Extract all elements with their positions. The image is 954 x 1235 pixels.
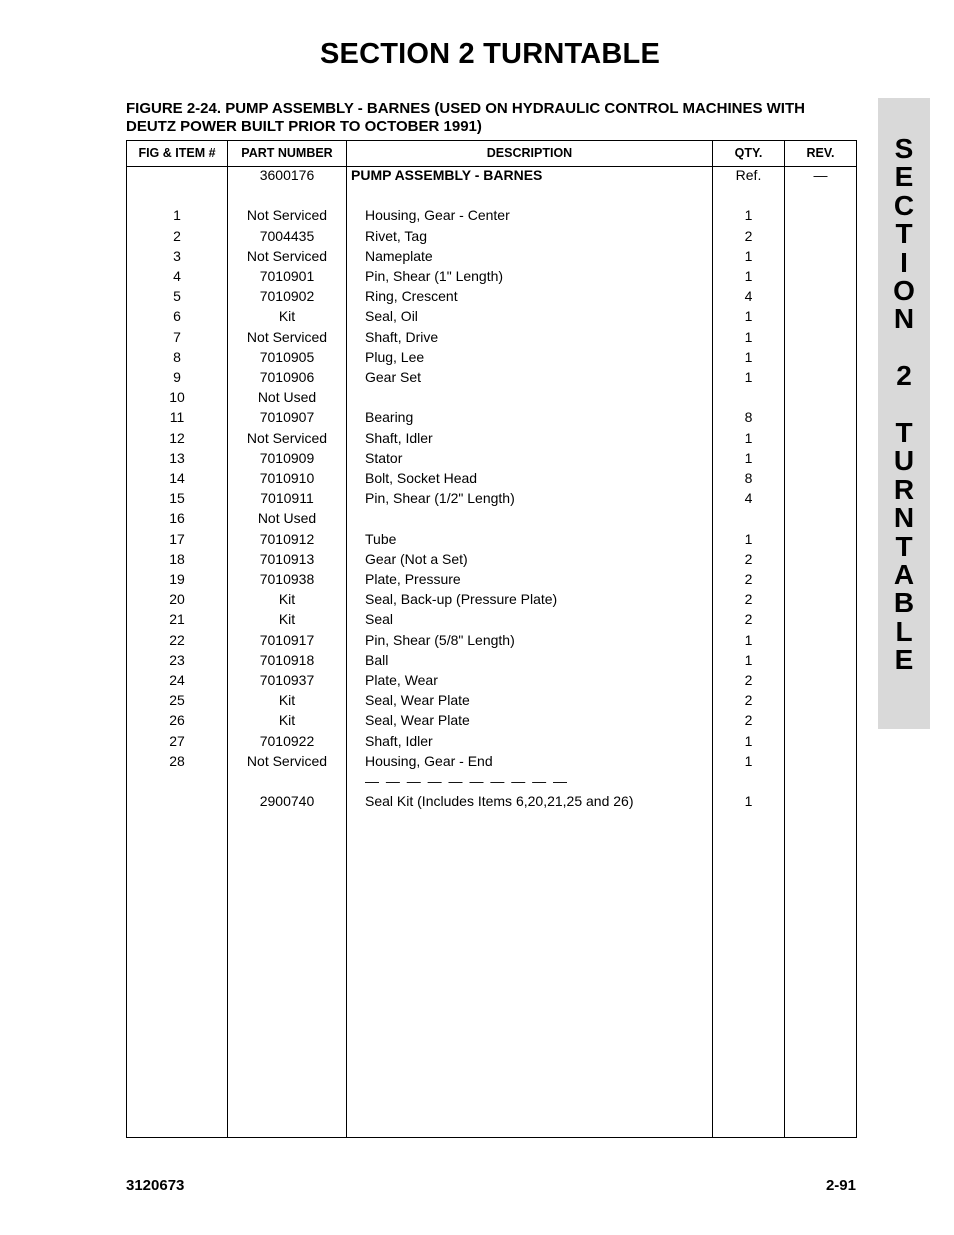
parts-table bbox=[126, 140, 857, 1138]
side-tab-letter: E bbox=[894, 161, 914, 193]
table-row bbox=[127, 630, 856, 650]
cell-qty: 2 bbox=[744, 591, 753, 608]
figure-caption-line-2: DEUTZ POWER BUILT PRIOR TO OCTOBER 1991) bbox=[126, 118, 482, 135]
cell-item-number: 18 bbox=[169, 550, 185, 567]
cell-qty: 1 bbox=[744, 328, 753, 345]
cell-qty: 1 bbox=[744, 651, 753, 668]
cell-qty: 4 bbox=[744, 288, 753, 305]
header-description: DESCRIPTION bbox=[486, 146, 573, 160]
cell-description: Nameplate bbox=[365, 247, 433, 264]
table-row bbox=[127, 549, 856, 569]
cell-description: Seal Kit (Includes Items 6,20,21,25 and 26) bbox=[365, 793, 634, 810]
table-row bbox=[127, 387, 856, 407]
cell-part-number: Kit bbox=[278, 712, 296, 729]
cell-item-number: 22 bbox=[169, 631, 185, 648]
cell-item-number: 16 bbox=[169, 510, 185, 527]
table-row bbox=[127, 205, 856, 225]
table-row bbox=[127, 226, 856, 246]
cell-description: Seal bbox=[365, 611, 394, 628]
cell-qty: 1 bbox=[744, 207, 753, 224]
cell-part-number: 7010918 bbox=[259, 651, 315, 668]
cell-qty: 1 bbox=[744, 369, 753, 385]
cell-part-number: Kit bbox=[278, 591, 296, 608]
cell-item-number: 15 bbox=[169, 490, 185, 507]
side-tab-letter: I bbox=[900, 246, 908, 278]
cell-item-number: 19 bbox=[169, 571, 185, 587]
cell-item-number: 7 bbox=[173, 328, 181, 345]
cell-part-number: Not Used bbox=[257, 510, 317, 527]
table-row bbox=[127, 569, 856, 589]
side-tab-letter: R bbox=[893, 473, 915, 505]
cell-item-number: 4 bbox=[173, 268, 181, 284]
table-row bbox=[127, 468, 856, 488]
cell-part-number: 7010905 bbox=[259, 348, 315, 365]
cell-part-number: 7010937 bbox=[259, 672, 315, 688]
side-tab-letter: T bbox=[895, 530, 913, 562]
table-row bbox=[127, 367, 856, 387]
cell-qty: 1 bbox=[744, 793, 753, 810]
cell-part-number: 2900740 bbox=[259, 793, 315, 810]
cell-item-number: 8 bbox=[173, 348, 181, 365]
cell-description: Rivet, Tag bbox=[365, 227, 427, 244]
side-tab-letter: A bbox=[893, 559, 915, 590]
table-row bbox=[127, 609, 856, 629]
cell-description: Pin, Shear (5/8" Length) bbox=[365, 631, 515, 648]
table-row bbox=[127, 407, 856, 427]
cell-description: Pin, Shear (1" Length) bbox=[365, 268, 504, 284]
cell-description: Seal, Wear Plate bbox=[365, 712, 470, 729]
table-row bbox=[127, 428, 856, 448]
cell-item-number: 24 bbox=[169, 672, 185, 688]
cell-item-number: 2 bbox=[173, 227, 181, 244]
cell-item-number: 12 bbox=[169, 429, 185, 446]
cell-part-number: 7010913 bbox=[259, 550, 315, 567]
header-qty: QTY. bbox=[734, 146, 763, 160]
cell-part-number: Not Serviced bbox=[246, 752, 328, 769]
side-tab-letter: E bbox=[894, 644, 914, 676]
table-row bbox=[127, 448, 856, 468]
table-row bbox=[127, 488, 856, 508]
table-row bbox=[127, 710, 856, 730]
cell-description: Ring, Crescent bbox=[365, 288, 458, 305]
cell-item-number: 5 bbox=[173, 288, 181, 305]
cell-item-number: 26 bbox=[169, 712, 185, 729]
figure-caption-line-1: FIGURE 2-24. PUMP ASSEMBLY - BARNES (USED ON HYDRAULIC CONTROL MACHINES WITH bbox=[126, 100, 805, 117]
side-tab-letter: O bbox=[893, 275, 915, 306]
table-row bbox=[127, 589, 856, 609]
cell-description: Stator bbox=[365, 449, 403, 466]
cell-part-number: 7010910 bbox=[259, 470, 315, 486]
cell-description: Plate, Wear bbox=[365, 672, 438, 688]
cell-description: Bolt, Socket Head bbox=[365, 470, 478, 486]
side-tab-letter: C bbox=[893, 189, 915, 221]
figure-caption bbox=[126, 100, 856, 136]
header-fig-item: FIG & ITEM # bbox=[138, 146, 216, 160]
cell-part-number: 7010902 bbox=[259, 288, 315, 305]
cell-description: Tube bbox=[365, 530, 397, 547]
cell-qty: 1 bbox=[744, 449, 753, 466]
cell-qty: 2 bbox=[744, 571, 753, 587]
cell-description: Seal, Oil bbox=[365, 308, 418, 325]
side-tab-letter: T bbox=[895, 218, 913, 250]
cell-description: Bearing bbox=[365, 409, 414, 426]
cell-qty: 1 bbox=[744, 247, 753, 264]
cell-part-number: 7010909 bbox=[259, 449, 315, 466]
cell-qty: 2 bbox=[744, 672, 753, 688]
side-tab-letter: 2 bbox=[896, 360, 912, 392]
table-row bbox=[127, 751, 856, 771]
footer-page-number: 2-91 bbox=[825, 1177, 856, 1194]
cell-description: Seal, Wear Plate bbox=[365, 692, 470, 709]
cell-item-number: 23 bbox=[169, 651, 185, 668]
cell-item-number: 9 bbox=[173, 369, 181, 385]
cell-item-number: 11 bbox=[169, 409, 185, 426]
cell-part-number: Kit bbox=[278, 692, 296, 709]
table-row bbox=[127, 791, 856, 811]
separator-dashes: — — — — — — — — — — bbox=[365, 773, 569, 789]
cell-description: Housing, Gear - Center bbox=[365, 207, 510, 224]
cell-part-number: 7010922 bbox=[259, 732, 315, 749]
table-row bbox=[127, 306, 856, 326]
header-part-number: PART NUMBER bbox=[241, 146, 333, 160]
cell-part-number: Not Serviced bbox=[246, 247, 328, 264]
cell-part-number: 7010912 bbox=[259, 530, 315, 547]
side-tab-letter: N bbox=[893, 303, 915, 335]
cell-part-number: 7004435 bbox=[259, 227, 315, 244]
cell-description: Shaft, Drive bbox=[365, 328, 439, 345]
cell-qty: 2 bbox=[744, 227, 753, 244]
cell-item-number: 28 bbox=[169, 752, 185, 769]
cell-qty: 2 bbox=[744, 550, 753, 567]
cell-description: Plug, Lee bbox=[365, 348, 425, 365]
cell-description: Gear (Not a Set) bbox=[365, 550, 468, 567]
cell-part-number: Not Serviced bbox=[246, 328, 328, 345]
cell-qty: 1 bbox=[744, 732, 753, 749]
cell-part-number: 7010906 bbox=[259, 369, 315, 385]
table-row bbox=[127, 347, 856, 367]
cell-description: Plate, Pressure bbox=[365, 571, 461, 587]
table-row bbox=[127, 670, 856, 690]
table-row bbox=[127, 185, 856, 205]
cell-qty: 2 bbox=[744, 611, 753, 628]
cell-qty: 1 bbox=[744, 308, 753, 325]
cell-item-number: 17 bbox=[169, 530, 185, 547]
cell-part-number: Not Serviced bbox=[246, 207, 328, 224]
cell-qty: 2 bbox=[744, 692, 753, 709]
cell-item-number: 25 bbox=[169, 692, 185, 709]
cell-qty: 2 bbox=[744, 712, 753, 729]
cell-part-number: 7010901 bbox=[259, 268, 315, 284]
cell-item-number: 3 bbox=[173, 247, 181, 264]
table-row bbox=[127, 246, 856, 266]
table-row bbox=[127, 731, 856, 751]
table-row bbox=[127, 327, 856, 347]
cell-part-number: Not Used bbox=[257, 389, 317, 406]
cell-description: PUMP ASSEMBLY - BARNES bbox=[351, 167, 543, 183]
cell-item-number: 27 bbox=[169, 732, 185, 749]
side-tab-letter: B bbox=[893, 587, 915, 619]
cell-qty: 1 bbox=[744, 348, 753, 365]
cell-part-number: 3600176 bbox=[259, 167, 315, 183]
table-row bbox=[127, 508, 856, 528]
cell-qty: 1 bbox=[744, 268, 753, 284]
cell-item-number: 10 bbox=[169, 389, 185, 406]
section-title: SECTION 2 TURNTABLE bbox=[320, 38, 660, 70]
cell-part-number: 7010907 bbox=[259, 409, 315, 426]
side-tab-letter: T bbox=[895, 417, 913, 448]
cell-qty: 1 bbox=[744, 631, 753, 648]
cell-item-number: 21 bbox=[169, 611, 185, 628]
cell-qty: 1 bbox=[744, 429, 753, 446]
table-row bbox=[127, 650, 856, 670]
cell-description: Shaft, Idler bbox=[365, 429, 433, 446]
cell-description: Ball bbox=[365, 651, 389, 668]
cell-part-number: Kit bbox=[278, 611, 296, 628]
cell-item-number: 6 bbox=[173, 308, 181, 325]
table-row bbox=[127, 690, 856, 710]
cell-part-number: 7010938 bbox=[259, 571, 315, 587]
cell-description: Shaft, Idler bbox=[365, 732, 433, 749]
header-rev: REV. bbox=[806, 146, 835, 160]
cell-item-number: 1 bbox=[173, 207, 181, 224]
cell-item-number: 20 bbox=[169, 591, 185, 608]
footer-doc-number: 3120673 bbox=[126, 1177, 185, 1194]
cell-description: Gear Set bbox=[365, 369, 422, 385]
cell-description: Pin, Shear (1/2" Length) bbox=[365, 490, 515, 507]
cell-description: Housing, Gear - End bbox=[365, 752, 493, 769]
cell-part-number: 7010911 bbox=[260, 490, 314, 507]
side-tab-letter: N bbox=[893, 502, 915, 534]
table-row bbox=[127, 266, 856, 286]
table-row bbox=[127, 286, 856, 306]
cell-qty: 8 bbox=[744, 470, 753, 486]
cell-qty: 1 bbox=[744, 752, 753, 769]
cell-description: Seal, Back-up (Pressure Plate) bbox=[365, 591, 558, 608]
cell-part-number: Not Serviced bbox=[246, 429, 328, 446]
cell-item-number: 14 bbox=[169, 470, 185, 486]
side-tab-letter: S bbox=[894, 133, 914, 164]
table-row bbox=[127, 529, 856, 549]
cell-part-number: Kit bbox=[278, 308, 296, 325]
table-row bbox=[127, 165, 856, 185]
cell-qty: Ref. bbox=[735, 167, 762, 183]
cell-qty: 4 bbox=[744, 490, 753, 507]
cell-part-number: 7010917 bbox=[259, 631, 315, 648]
section-side-tab bbox=[878, 98, 930, 729]
side-tab-letter: L bbox=[895, 615, 913, 647]
side-tab-letter: U bbox=[893, 445, 915, 477]
cell-rev: — bbox=[813, 167, 828, 183]
cell-qty: 1 bbox=[744, 530, 753, 547]
cell-qty: 8 bbox=[744, 409, 753, 426]
cell-item-number: 13 bbox=[169, 449, 185, 466]
table-row bbox=[127, 771, 856, 791]
